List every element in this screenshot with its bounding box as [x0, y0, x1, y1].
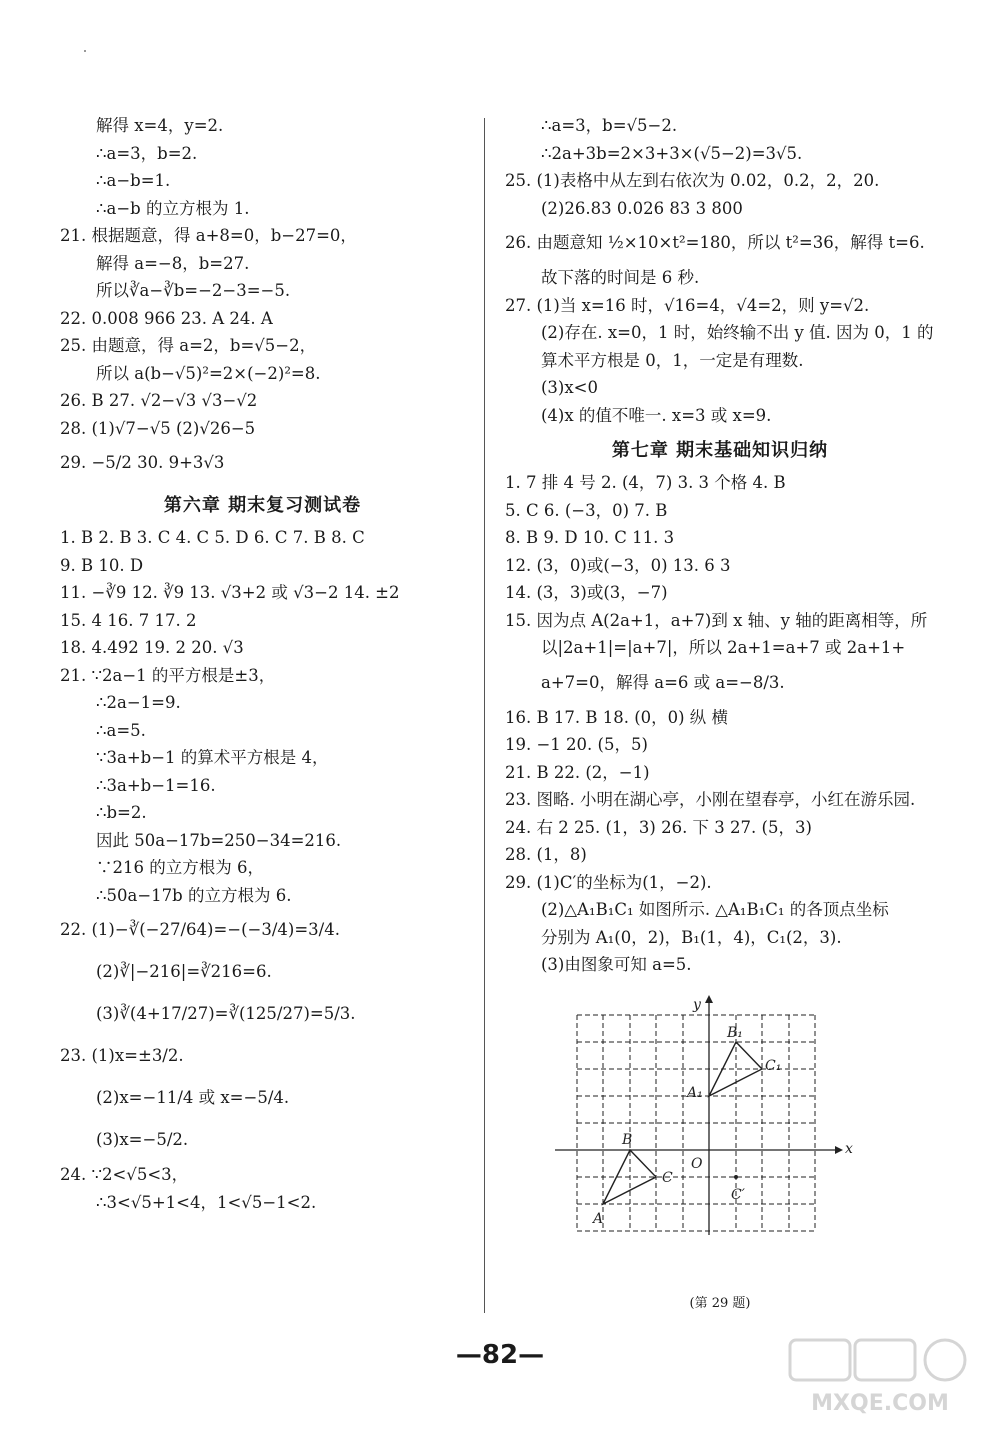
- answer-line: 故下落的时间是 6 秒.: [541, 268, 700, 287]
- answer-line: ∴a−b=1.: [96, 171, 171, 190]
- answer-line: 23. (1)x=±3/2.: [60, 1046, 184, 1065]
- answer-line: (2)△A₁B₁C₁ 如图所示. △A₁B₁C₁ 的各顶点坐标: [541, 900, 889, 919]
- left-column: [60, 112, 465, 1216]
- answer-line: 26. 由题意知 ½×10×t²=180，所以 t²=36，解得 t=6.: [505, 233, 925, 252]
- answer-line: 29. −5/2 30. 9+3√3: [60, 453, 225, 472]
- answer-line: 以|2a+1|=|a+7|，所以 2a+1=a+7 或 2a+1+: [541, 638, 906, 657]
- answer-line: (2)26.83 0.026 83 3 800: [541, 198, 743, 218]
- answer-line: 12. (3，0)或(−3，0) 13. 6 3: [505, 555, 731, 575]
- answer-line: 24. 右 2 25. (1，3) 26. 下 3 27. (5，3): [505, 817, 812, 837]
- answer-line: 1. B 2. B 3. C 4. C 5. D 6. C 7. B 8. C: [60, 528, 365, 547]
- answer-line: (3)x=−5/2.: [96, 1130, 189, 1149]
- answer-line: 15. 4 16. 7 17. 2: [60, 610, 197, 630]
- answer-line: 所以∛a−∛b=−2−3=−5.: [96, 281, 291, 300]
- answer-line: ∴2a−1=9.: [96, 693, 181, 712]
- figure-caption: (第 29 题): [689, 1296, 751, 1311]
- watermark-text: MXQE.COM: [811, 1391, 949, 1416]
- answer-line: (4)x 的值不唯一. x=3 或 x=9.: [541, 405, 772, 425]
- answer-line: 所以 a(b−√5)²=2×(−2)²=8.: [96, 363, 321, 383]
- answer-line: 5. C 6. (−3，0) 7. B: [505, 500, 668, 520]
- page-number: —82—: [455, 1340, 545, 1370]
- point-b-label: B: [622, 1131, 633, 1148]
- answer-line: 因此 50a−17b=250−34=216.: [96, 830, 342, 850]
- answer-line: 29. (1)C′的坐标为(1，−2).: [505, 872, 712, 892]
- answer-line: 21. 根据题意，得 a+8=0，b−27=0，: [60, 226, 357, 245]
- answer-line: a+7=0，解得 a=6 或 a=−8/3.: [541, 672, 785, 692]
- answer-line: ∴a−b 的立方根为 1.: [96, 198, 250, 218]
- section-heading-chapter-7: 第七章 期末基础知识归纳: [611, 440, 829, 461]
- point-c-label: C: [662, 1169, 673, 1186]
- right-column: [505, 112, 935, 1250]
- answer-line: 9. B 10. D: [60, 555, 144, 575]
- y-axis-label: y: [693, 996, 701, 1013]
- section-heading-chapter-6: 第六章 期末复习测试卷: [163, 495, 362, 516]
- answer-line: 解得 x=4，y=2.: [96, 116, 224, 135]
- x-axis-label: x: [845, 1140, 853, 1157]
- site-watermark-logo: [780, 1334, 980, 1419]
- answer-line: (3)∛(4+17/27)=∛(125/27)=5/3.: [96, 1004, 356, 1023]
- answer-line: 24. ∵2<√5<3，: [60, 1165, 189, 1184]
- point-c-prime-label: C′: [731, 1186, 745, 1203]
- answer-line: 28. (1，8): [505, 845, 587, 864]
- answer-line: 28. (1)√7−√5 (2)√26−5: [60, 418, 256, 438]
- answer-line: ∵216 的立方根为 6，: [96, 858, 264, 877]
- answer-line: (2)∛|−216|=∛216=6.: [96, 962, 272, 981]
- coordinate-grid-figure: [505, 985, 935, 1250]
- answer-line: 21. B 22. (2，−1): [505, 762, 650, 782]
- answer-line: ∴50a−17b 的立方根为 6.: [96, 885, 292, 905]
- answer-line: 解得 a=−8，b=27.: [96, 253, 250, 273]
- answer-line: (2)存在. x=0，1 时，始终输不出 y 值. 因为 0，1 的: [541, 323, 934, 342]
- answer-line: ∴2a+3b=2×3+3×(√5−2)=3√5.: [541, 143, 803, 163]
- answer-line: 26. B 27. √2−√3 √3−√2: [60, 391, 258, 410]
- answer-line: 分别为 A₁(0，2)，B₁(1，4)，C₁(2，3).: [541, 927, 842, 947]
- point-c1-label: C₁: [765, 1057, 782, 1074]
- answer-line: 算术平方根是 0，1，一定是有理数.: [541, 350, 804, 370]
- answer-line: 23. 图略. 小明在湖心亭，小刚在望春亭，小红在游乐园.: [505, 790, 916, 809]
- coordinate-grid-svg: [505, 985, 935, 1235]
- answer-line: 16. B 17. B 18. (0，0) 纵 横: [505, 707, 729, 727]
- point-a-label: A: [593, 1210, 604, 1227]
- answer-line: ∴a=5.: [96, 720, 146, 740]
- answer-line: ∴a=3，b=√5−2.: [541, 116, 678, 135]
- answer-line: 18. 4.492 19. 2 20. √3: [60, 638, 244, 657]
- answer-line: 21. ∵2a−1 的平方根是±3，: [60, 665, 276, 685]
- answer-line: 1. 7 排 4 号 2. (4，7) 3. 3 个格 4. B: [505, 473, 786, 492]
- answer-line: 25. 由题意，得 a=2，b=√5−2，: [60, 336, 317, 355]
- y-axis-arrow: [705, 995, 713, 1003]
- answer-line: 15. 因为点 A(2a+1，a+7)到 x 轴、y 轴的距离相等，所: [505, 610, 928, 630]
- answer-line: 27. (1)当 x=16 时，√16=4，√4=2，则 y=√2.: [505, 295, 870, 315]
- x-axis-arrow: [835, 1146, 843, 1154]
- answer-line: (3)x<0: [541, 378, 599, 397]
- point-c-prime: [734, 1175, 738, 1179]
- point-b1-label: B₁: [727, 1024, 743, 1041]
- answer-line: 22. 0.008 966 23. A 24. A: [60, 308, 273, 328]
- answer-line: 14. (3，3)或(3，−7): [505, 583, 668, 602]
- origin-label: O: [691, 1155, 703, 1172]
- column-divider: [484, 118, 485, 1313]
- answer-line: 19. −1 20. (5，5): [505, 735, 648, 754]
- answer-line: 22. (1)−∛(−27/64)=−(−3/4)=3/4.: [60, 920, 340, 939]
- answer-line: (2)x=−11/4 或 x=−5/4.: [96, 1088, 290, 1107]
- page-speck: [84, 50, 86, 52]
- answer-line: ∴a=3，b=2.: [96, 143, 198, 163]
- answer-line: ∴b=2.: [96, 803, 147, 822]
- answer-line: ∴3a+b−1=16.: [96, 775, 216, 795]
- answer-line: 11. −∛9 12. ∛9 13. √3+2 或 √3−2 14. ±2: [60, 583, 400, 602]
- answer-line: ∴3<√5+1<4，1<√5−1<2.: [96, 1192, 317, 1212]
- answer-line: 8. B 9. D 10. C 11. 3: [505, 528, 675, 547]
- answer-line: (3)由图象可知 a=5.: [541, 955, 692, 974]
- answer-line: ∵3a+b−1 的算术平方根是 4，: [96, 748, 329, 767]
- point-a1-label: A₁: [687, 1084, 703, 1101]
- answer-line: 25. (1)表格中从左到右依次为 0.02，0.2，2，20.: [505, 171, 880, 190]
